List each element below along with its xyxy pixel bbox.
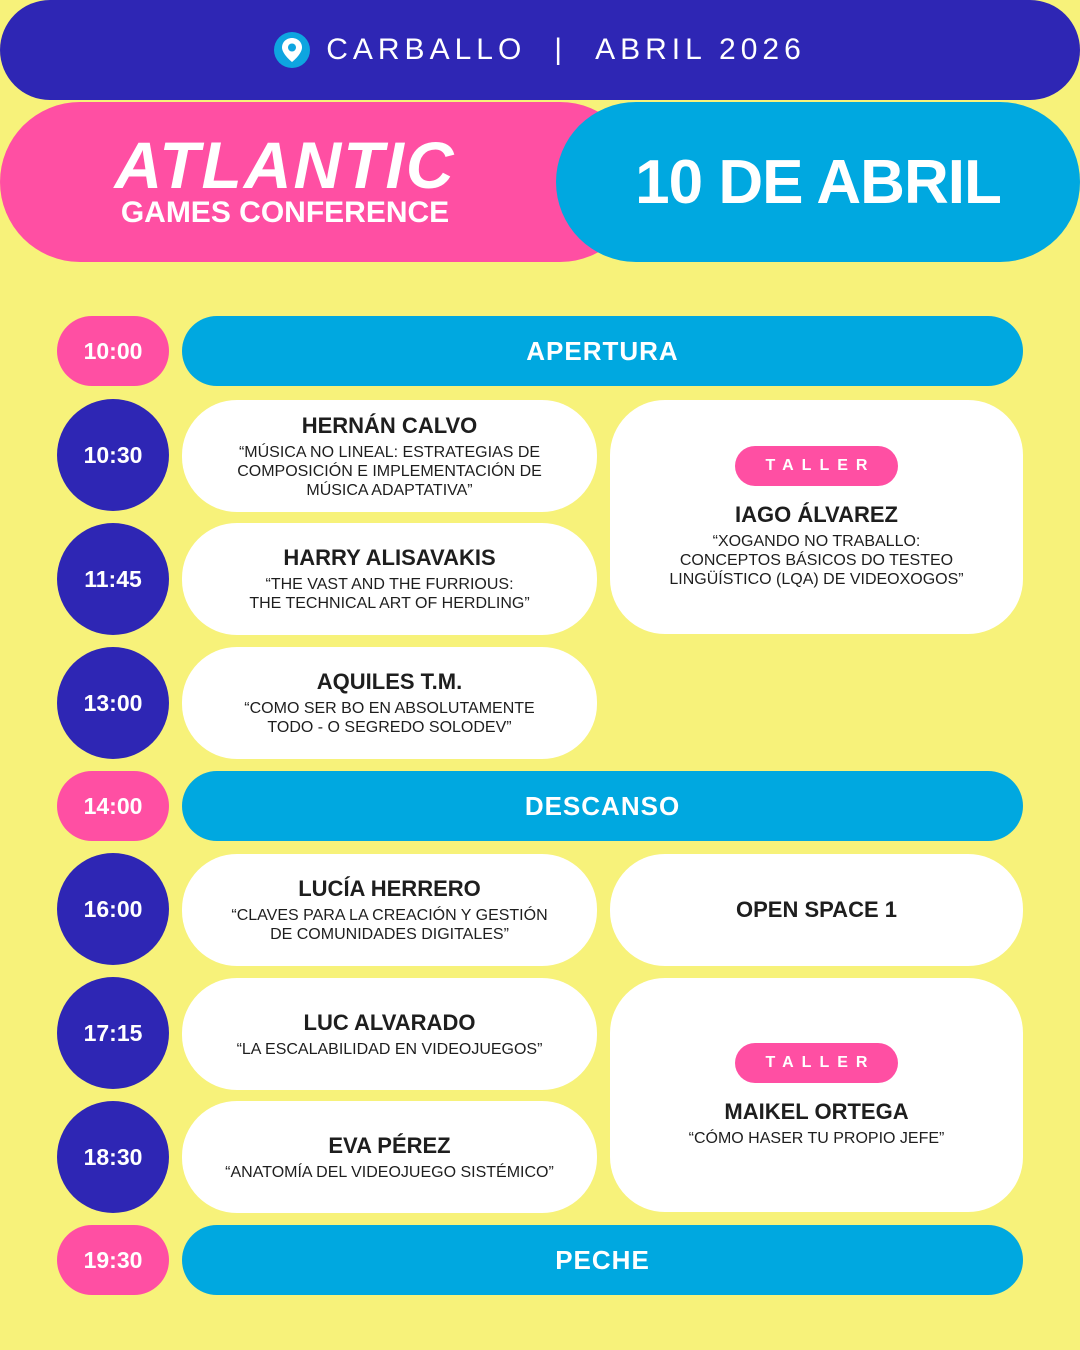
time-badge: 14:00 xyxy=(57,771,169,841)
speaker-name: HERNÁN CALVO xyxy=(301,412,478,438)
header-separator: | xyxy=(554,33,568,66)
speaker-name: HARRY ALISAVAKIS xyxy=(283,545,496,570)
time-badge: 16:00 xyxy=(57,853,169,965)
talk-title: “THE VAST AND THE FURRIOUS: THE TECHNICAL ART OF HERDLING” xyxy=(249,576,530,612)
talk-title: “CLAVES PARA LA CREACIÓN Y GESTIÓN DE COMUNIDADES DIGITALES” xyxy=(231,907,548,943)
time-badge: 19:30 xyxy=(57,1225,169,1295)
time-badge: 10:30 xyxy=(57,399,169,511)
workshop-tag: TALLER xyxy=(735,446,898,486)
speaker-name: LUCÍA HERRERO xyxy=(298,876,481,901)
date-range-text: ABRIL 2026 xyxy=(595,33,806,66)
time-badge: 17:15 xyxy=(57,977,169,1089)
open-space-card xyxy=(610,854,1023,966)
talk-card xyxy=(182,647,597,759)
talk-card xyxy=(182,400,597,512)
workshop-card xyxy=(610,978,1023,1212)
talk-card xyxy=(182,1101,597,1213)
peche-bar: PECHE xyxy=(182,1225,1023,1295)
talk-title: “CÓMO HASER TU PROPIO JEFE” xyxy=(688,1129,945,1147)
speaker-name: LUC ALVARADO xyxy=(303,1009,476,1035)
speaker-name: IAGO ÁLVAREZ xyxy=(735,501,898,527)
time-badge: 13:00 xyxy=(57,647,169,759)
talk-title: “ANATOMÍA DEL VIDEOJUEGO SISTÉMICO” xyxy=(225,1163,554,1181)
top-banner xyxy=(0,0,1080,100)
talk-card xyxy=(182,523,597,635)
speaker-name: AQUILES T.M. xyxy=(316,669,463,694)
talk-title: “COMO SER BO EN ABSOLUTAMENTE TODO - O SEGREDO SOLODEV” xyxy=(244,700,535,736)
time-badge: 11:45 xyxy=(57,523,169,635)
talk-card xyxy=(182,854,597,966)
location-pin-icon xyxy=(274,32,310,68)
workshop-card xyxy=(610,400,1023,634)
workshop-tag: TALLER xyxy=(735,1043,898,1083)
day-panel xyxy=(556,102,1080,262)
speaker-name: EVA PÉREZ xyxy=(328,1132,451,1158)
day-title: 10 DE ABRIL xyxy=(635,147,1001,217)
logo-title: ATLANTIC xyxy=(114,128,456,202)
location-text: CARBALLO xyxy=(326,33,527,66)
logo-subtitle: GAMES CONFERENCE xyxy=(120,196,450,229)
talk-card xyxy=(182,978,597,1090)
talk-title: “LA ESCALABILIDAD EN VIDEOJUEGOS” xyxy=(236,1040,543,1058)
time-badge: 18:30 xyxy=(57,1101,169,1213)
time-badge: 10:00 xyxy=(57,316,169,386)
open-space-label: OPEN SPACE 1 xyxy=(736,897,897,922)
speaker-name: MAIKEL ORTEGA xyxy=(724,1098,909,1124)
apertura-bar: APERTURA xyxy=(182,316,1023,386)
talk-title: “XOGANDO NO TRABALLO: CONCEPTOS BÁSICOS DO TESTEO LINGÜÍSTICO (LQA) DE VIDEOXOGOS” xyxy=(669,532,964,588)
descanso-bar: DESCANSO xyxy=(182,771,1023,841)
talk-title: “MÚSICA NO LINEAL: ESTRATEGIAS DE COMPOSICIÓN E IMPLEMENTACIÓN DE MÚSICA ADAPTATIVA” xyxy=(237,443,542,499)
